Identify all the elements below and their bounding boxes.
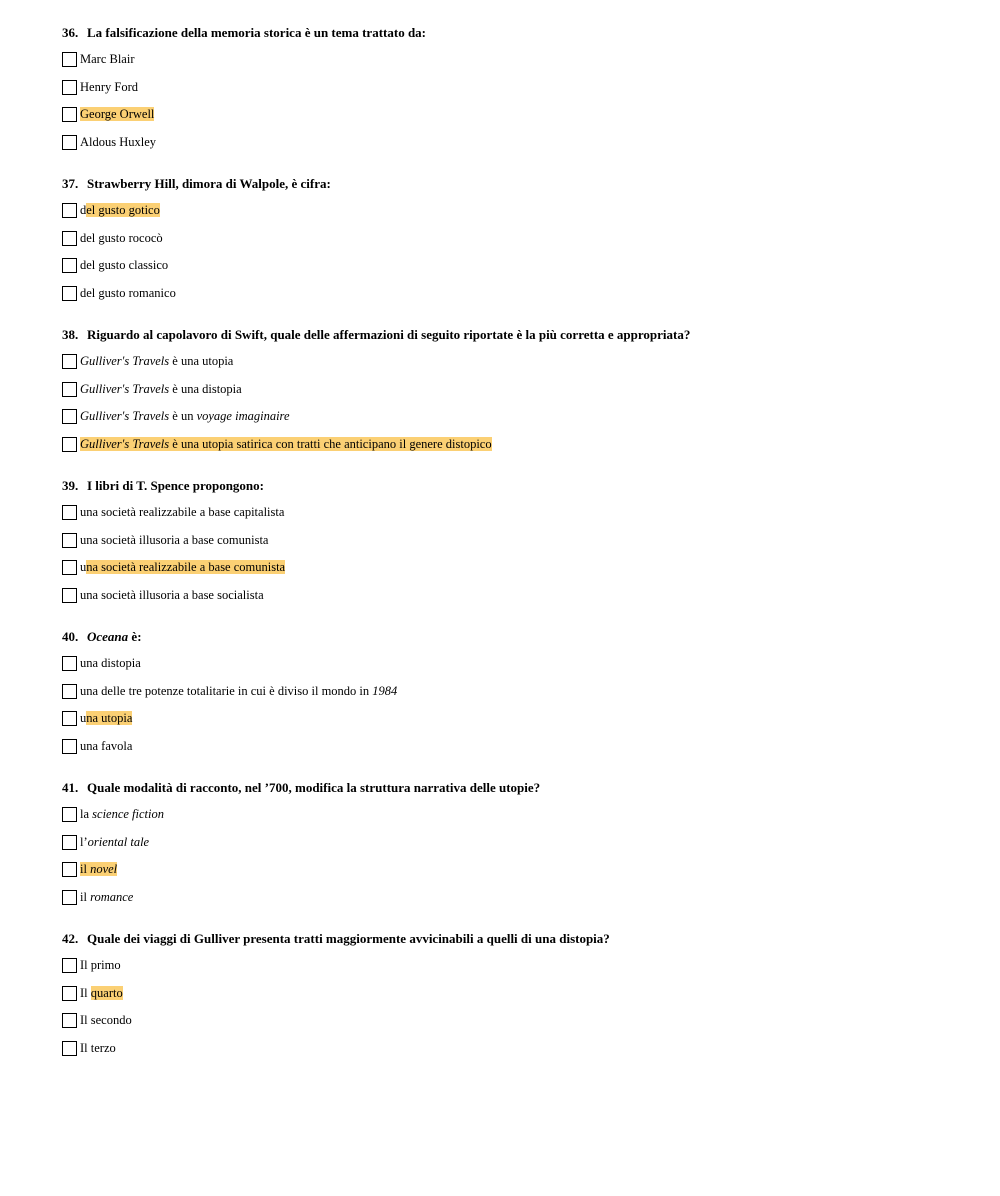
empty-checkbox-icon[interactable] — [62, 382, 77, 397]
empty-checkbox-icon[interactable] — [62, 437, 77, 452]
text-fragment: Il primo — [80, 958, 121, 972]
answer-label — [80, 231, 163, 246]
text-fragment: science fiction — [92, 807, 165, 821]
text-fragment: una delle tre potenze totalitarie in cui è diviso il mondo in — [80, 683, 373, 698]
answer-label — [80, 354, 233, 369]
highlighted-text: quarto — [90, 985, 123, 1000]
empty-checkbox-icon[interactable] — [62, 135, 77, 150]
question-text: I libri di T. Spence propongono: — [87, 478, 264, 493]
empty-checkbox-icon[interactable] — [62, 711, 77, 726]
answer-label — [80, 835, 149, 850]
empty-checkbox-icon[interactable] — [62, 354, 77, 369]
highlighted-text: novel — [90, 862, 118, 877]
question-heading — [62, 327, 690, 343]
empty-checkbox-icon[interactable] — [62, 505, 77, 520]
answer-label — [80, 382, 242, 397]
question-heading — [62, 780, 540, 796]
question-number: 41. — [62, 780, 79, 795]
answer-label — [80, 1041, 116, 1056]
text-fragment: Gulliver's Travels — [80, 409, 170, 424]
answer-label — [80, 684, 397, 699]
empty-checkbox-icon[interactable] — [62, 258, 77, 273]
empty-checkbox-icon[interactable] — [62, 203, 77, 218]
answer-label — [80, 656, 141, 671]
text-fragment: è: — [128, 629, 142, 644]
answer-label — [80, 711, 132, 726]
text-fragment: l’ — [80, 834, 88, 849]
answer-label — [80, 890, 133, 905]
answer-label — [80, 258, 168, 273]
text-fragment: del gusto rococò — [80, 230, 163, 245]
text-fragment: una società illusoria a base socialista — [80, 588, 264, 603]
text-fragment: voyage imaginaire — [196, 409, 290, 424]
text-fragment: oriental tale — [87, 834, 150, 849]
text-fragment: una società illusoria a base comunista — [80, 532, 269, 547]
question-heading — [62, 176, 331, 192]
empty-checkbox-icon[interactable] — [62, 890, 77, 905]
empty-checkbox-icon[interactable] — [62, 588, 77, 603]
text-fragment: del gusto classico — [80, 258, 169, 273]
question-text: Riguardo al capolavoro di Swift, quale delle affermazioni di seguito riportate è la più corretta e appropriata? — [87, 327, 691, 342]
question-heading — [62, 478, 264, 494]
text-fragment: Gulliver's Travels — [80, 354, 170, 368]
answer-label — [80, 560, 285, 575]
question-heading — [62, 931, 610, 947]
question-number: 36. — [62, 25, 79, 40]
empty-checkbox-icon[interactable] — [62, 958, 77, 973]
text-fragment: Gulliver's Travels — [80, 381, 170, 396]
text-fragment: Aldous Huxley — [80, 135, 157, 150]
text-fragment: una distopia — [80, 656, 141, 670]
question-number: 39. — [62, 478, 79, 493]
text-fragment: del gusto romanico — [80, 286, 176, 301]
empty-checkbox-icon[interactable] — [62, 862, 77, 877]
text-fragment: Marc Blair — [80, 52, 135, 66]
text-fragment: è un — [169, 409, 197, 424]
answer-label — [80, 533, 268, 548]
text-fragment: è una distopia — [169, 381, 242, 396]
text-fragment: u — [80, 711, 87, 726]
empty-checkbox-icon[interactable] — [62, 231, 77, 246]
text-fragment: u — [80, 560, 87, 575]
empty-checkbox-icon[interactable] — [62, 807, 77, 822]
answer-label — [80, 286, 176, 301]
empty-checkbox-icon[interactable] — [62, 52, 77, 67]
question-number: 37. — [62, 176, 79, 191]
answer-label — [80, 505, 284, 520]
highlighted-text: na utopia — [86, 711, 133, 726]
question-number: 40. — [62, 629, 79, 644]
empty-checkbox-icon[interactable] — [62, 80, 77, 95]
answer-label — [80, 807, 164, 822]
text-fragment: Il — [80, 985, 91, 1000]
empty-checkbox-icon[interactable] — [62, 835, 77, 850]
highlighted-text: Gulliver's Travels — [80, 437, 170, 452]
empty-checkbox-icon[interactable] — [62, 684, 77, 699]
text-fragment: 1984 — [372, 683, 398, 698]
question-text: Quale dei viaggi di Gulliver presenta tratti maggiormente avvicinabili a quelli di una distopia? — [87, 931, 610, 946]
empty-checkbox-icon[interactable] — [62, 533, 77, 548]
answer-label — [80, 107, 154, 122]
text-fragment: d — [80, 203, 87, 217]
text-fragment: Il terzo — [80, 1041, 116, 1056]
question-heading — [62, 629, 142, 645]
text-fragment: è una utopia — [169, 354, 234, 368]
text-fragment: Henry Ford — [80, 79, 138, 94]
answer-label — [80, 135, 156, 150]
question-text: La falsificazione della memoria storica è un tema trattato da: — [87, 25, 427, 40]
answer-label — [80, 862, 117, 877]
answer-label — [80, 80, 138, 95]
answer-label — [80, 409, 290, 424]
empty-checkbox-icon[interactable] — [62, 409, 77, 424]
answer-label — [80, 1013, 132, 1028]
question-text: Strawberry Hill, dimora di Walpole, è cifra: — [87, 176, 331, 191]
empty-checkbox-icon[interactable] — [62, 286, 77, 301]
empty-checkbox-icon[interactable] — [62, 739, 77, 754]
highlighted-text: na società realizzabile a base comunista — [86, 560, 286, 575]
highlighted-text: el gusto gotico — [86, 203, 160, 217]
answer-label — [80, 588, 264, 603]
empty-checkbox-icon[interactable] — [62, 1041, 77, 1056]
question-text — [87, 629, 142, 644]
text-fragment: Oceana — [87, 629, 129, 644]
text-fragment: la — [80, 807, 93, 821]
text-fragment: romance — [90, 890, 134, 905]
text-fragment: una favola — [80, 739, 133, 754]
question-heading — [62, 25, 426, 41]
text-fragment: una società realizzabile a base capitalista — [80, 505, 285, 519]
question-number: 42. — [62, 931, 79, 946]
answer-label — [80, 986, 123, 1001]
empty-checkbox-icon[interactable] — [62, 986, 77, 1001]
empty-checkbox-icon[interactable] — [62, 656, 77, 671]
question-text: Quale modalità di racconto, nel ’700, modifica la struttura narrativa delle utopie? — [87, 780, 541, 795]
question-number: 38. — [62, 327, 79, 342]
text-fragment: Il secondo — [80, 1013, 132, 1028]
empty-checkbox-icon[interactable] — [62, 560, 77, 575]
answer-label — [80, 203, 160, 218]
answer-label — [80, 437, 492, 452]
answer-label — [80, 958, 121, 973]
answer-label — [80, 739, 132, 754]
highlighted-text: il — [80, 862, 91, 877]
highlighted-text: è una utopia satirica con tratti che anticipano il genere distopico — [169, 437, 492, 452]
highlighted-text: George Orwell — [80, 107, 155, 122]
empty-checkbox-icon[interactable] — [62, 107, 77, 122]
text-fragment: il — [80, 890, 91, 905]
answer-label — [80, 52, 135, 67]
empty-checkbox-icon[interactable] — [62, 1013, 77, 1028]
